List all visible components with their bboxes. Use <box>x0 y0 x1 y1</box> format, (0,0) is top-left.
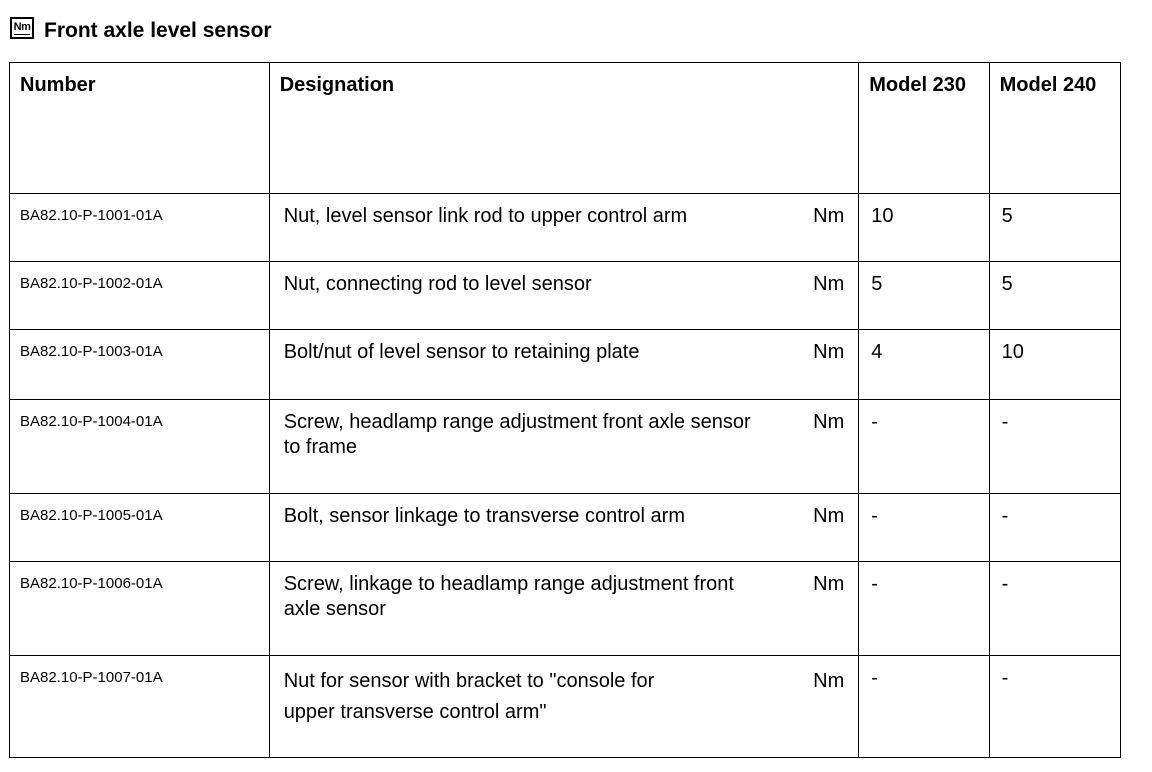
row-designation: Screw, linkage to headlamp range adjustment front axle sensor <box>283 573 734 620</box>
header-designation: Designation <box>269 63 859 194</box>
row-designation: Bolt, sensor linkage to transverse control arm <box>283 505 685 527</box>
row-designation: Nut, connecting rod to level sensor <box>283 273 592 295</box>
row-number: BA82.10-P-1001-01A <box>20 207 163 224</box>
table-row <box>10 262 1121 330</box>
table-row <box>10 330 1121 400</box>
row-model-230: - <box>871 411 878 433</box>
row-model-230: - <box>871 573 878 595</box>
row-number: BA82.10-P-1003-01A <box>20 343 163 360</box>
row-number: BA82.10-P-1004-01A <box>20 413 163 430</box>
header-model-230: Model 230 <box>859 63 989 194</box>
row-unit: Nm <box>813 205 845 227</box>
row-model-230: 10 <box>871 205 894 227</box>
row-model-240: - <box>1001 411 1009 433</box>
table-row <box>10 494 1121 562</box>
row-unit: Nm <box>813 341 845 363</box>
row-model-240: - <box>1001 667 1009 689</box>
torque-nm-icon: Nm <box>10 17 34 39</box>
table-row <box>10 400 1121 494</box>
row-model-230: - <box>871 505 878 527</box>
row-model-240: 5 <box>1001 273 1013 295</box>
header-model-240: Model 240 <box>989 63 1120 194</box>
row-model-230: 5 <box>871 273 883 295</box>
row-unit: Nm <box>813 505 845 527</box>
table-row <box>10 194 1121 262</box>
row-model-230: - <box>871 667 878 689</box>
torque-spec-table <box>9 62 1121 758</box>
row-model-240: - <box>1001 505 1009 527</box>
row-unit: Nm <box>813 670 845 692</box>
table-row <box>10 656 1121 758</box>
row-number: BA82.10-P-1002-01A <box>20 275 163 292</box>
row-unit: Nm <box>813 573 845 595</box>
row-designation: Nut for sensor with bracket to "console for upper transverse control arm" <box>283 670 655 723</box>
row-model-240: - <box>1001 573 1009 595</box>
row-number: BA82.10-P-1005-01A <box>20 507 163 524</box>
row-model-230: 4 <box>871 341 883 363</box>
table-row <box>10 562 1121 656</box>
header-number: Number <box>10 63 270 194</box>
row-unit: Nm <box>813 273 845 295</box>
row-designation: Screw, headlamp range adjustment front axle sensor to frame <box>283 411 751 458</box>
page-title: Front axle level sensor <box>44 19 272 42</box>
row-number: BA82.10-P-1007-01A <box>20 669 163 686</box>
row-unit: Nm <box>813 411 845 433</box>
page-title-row <box>10 16 272 46</box>
row-model-240: 5 <box>1001 205 1013 227</box>
row-designation: Nut, level sensor link rod to upper control arm <box>283 205 688 227</box>
row-model-240: 10 <box>1001 341 1024 363</box>
table-header-row <box>10 63 1121 194</box>
row-number: BA82.10-P-1006-01A <box>20 575 163 592</box>
row-designation: Bolt/nut of level sensor to retaining plate <box>283 341 640 363</box>
